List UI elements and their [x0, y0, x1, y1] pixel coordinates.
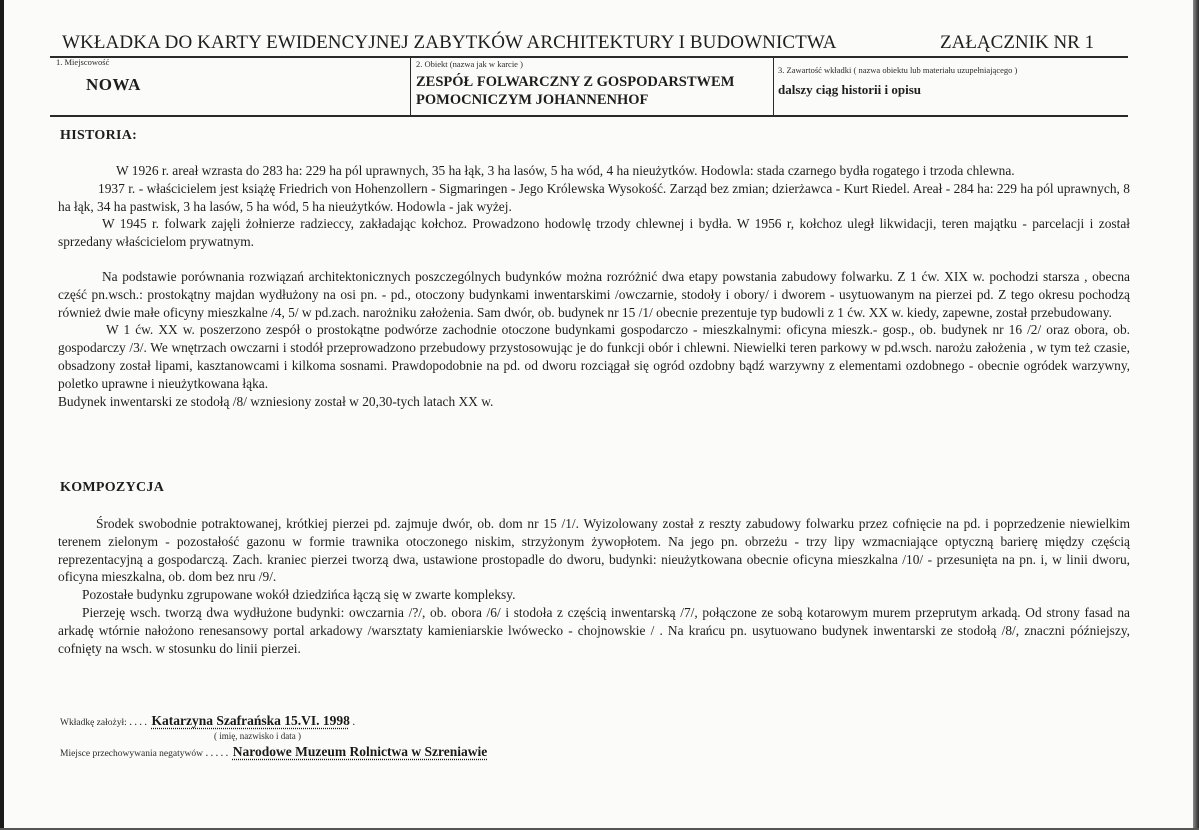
kompozycja-heading: KOMPOZYCJA [60, 480, 165, 495]
form-title: WKŁADKA DO KARTY EWIDENCYJNEJ ZABYTKÓW ARCHITEKTURY I BUDOWNICTWA [62, 32, 837, 53]
paragraph: Pozostałe budynku zgrupowane wokół dziedzińca łączą się w zwarte kompleksy. [82, 587, 516, 603]
object-label: 2. Obiekt (nazwa jak w karcie ) [416, 59, 523, 69]
paragraph: Środek swobodnie potraktowanej, krótkiej pierzei pd. zajmuje dwór, ob. dom nr 15 /1/. Wyizolowany został z reszty zabudowy folwarku przez cofnięcie na pd. i poprzedzenie niewielkim terenem zielonym - pozostałość gazonu w formie trawnika otoczonego niskim, strzyżonym żywopłotem. Na jego pn. obrzeżu - trzy lipy wzmacniające optyczną barierę między częścią reprezentacyjną a gospodarczą. Zach. kraniec pierzei tworzą dwa, ustawione prostopadle do dworu, budynki: nieużytkowana obecnie oficyna mieszkalna /10/ - przesunięta na pn. i, w linii dworu, oficyna mieszkalna, ob. dom bez nru /9/. [58, 516, 1130, 585]
object-value-line: ZESPÓŁ FOLWARCZNY Z GOSPODARSTWEM [416, 74, 735, 90]
author-value: Katarzyna Szafrańska 15.VI. 1998 [151, 713, 350, 728]
author-hint: ( imię, nazwisko i data ) [214, 731, 301, 741]
scan-edge-left [0, 0, 4, 830]
paragraph: W 1926 r. areał wzrasta do 283 ha: 229 ha pól uprawnych, 35 ha łąk, 3 ha lasów, 5 ha wód, 4 ha nieużytków. Hodowla: stada czarnego bydła rogatego i trzoda chlewna. [116, 163, 1015, 178]
place-label: 1. Miejscowość [56, 57, 110, 67]
dot-leader: .... [129, 714, 150, 728]
field-divider [410, 57, 411, 115]
scan-edge-right [1193, 0, 1199, 830]
historia-heading: HISTORIA: [60, 128, 138, 143]
historia-text [58, 162, 1130, 410]
contents-value: dalszy ciąg historii i opisu [778, 82, 922, 97]
author-label: Wkładkę założył: [60, 718, 127, 728]
paragraph: Pierzeję wsch. tworzą dwa wydłużone budynki: owczarnia /?/, ob. obora /6/ i stodoła z częścią inwentarską /7/, połączone ze sobą kotarowym murem przeprutym arkadą. Od strony fasad na arkadę wtórnie nałożono renesansowy portal arkadowy /warsztaty kamieniarskie lwówecko - chojnowskie / . Na krańcu pn. usytuowano budynek inwentarski ze stodołą /8/, znaczni późniejszy, cofnięty na wsch. w stosunku do linii pierzei. [58, 604, 1130, 656]
negatives-label: Miejsce przechowywania negatywów [60, 749, 203, 759]
place-value: NOWA [86, 75, 141, 94]
paragraph: Budynek inwentarski ze stodołą /8/ wzniesiony został w 20,30-tych latach XX w. [58, 393, 494, 409]
object-value [416, 73, 734, 109]
paragraph: W 1 ćw. XX w. poszerzono zespół o prostokątne podwórze zachodnie otoczone budynkami gospodarczo - mieszkalnymi: oficyna mieszk.- gosp., ob. budynek nr 16 /2/ oraz obora, ob. gospodarczy /3/. We wnętrzach owczarni i stodół przeprowadzono przebudowy przystosowując je do funkcji obór i chlewni. Niewielki teren parkowy w pd.wsch. narożu założenia , w tym też czasie, obsadzony został lipami, kasztanowcami i kilkoma sosnami. Prawdopodobnie na pd. od dworu rozciągał się ogród ozdobny bądź warzywny z elementami ozdobnego - obecnie ogródek warzywny, poletko uprawne i nieużytkowana łąka. [58, 322, 1130, 391]
fields-rule [50, 115, 1128, 117]
paragraph: Na podstawie porównania rozwiązań architektonicznych poszczególnych budynków można rozróżnić dwa etapy powstania zabudowy folwarku. Z 1 ćw. XIX w. pochodzi starsza , obecna część pn.wsch.: prostokątny majdan wydłużony na osi pn. - pd., otoczony budynkami inwentarskimi /owczarnie, stodoły i obory/ i dworem - usytuowanym na pierzei pd. Z tego okresu pochodzą również dwie małe oficyny mieszkalne /4, 5/ w pd.zach. narożniku założenia. Sam dwór, ob. budynek nr 15 /1/ obecnie prezentuje typ budowli z 1 ćw. XX w. kiedy, zapewne, został przebudowany. [58, 268, 1130, 320]
paragraph: W 1945 r. folwark zajęli żołnierze radzieccy, zakładając kołchoz. Prowadzono hodowlę trzody chlewnej i bydła. W 1956 r, kołchoz uległ likwidacji, teren majątku - parcelacji i został sprzedany właścicielom prywatnym. [58, 216, 1130, 250]
dot-leader: . [352, 714, 358, 728]
author-line [60, 713, 357, 729]
paragraph: 1937 r. - właścicielem jest książę Friedrich von Hohenzollern - Sigmaringen - Jego Królewska Wysokość. Zarząd bez zmian; dzierżawca - Kurt Riedel. Areał - 284 ha: 229 ha pól uprawnych, 8 ha łąk, 34 ha pastwisk, 3 ha lasów, 5 ha wód, 5 ha nieużytków. Hodowla - jak wyżej. [58, 180, 1130, 214]
negatives-value: Narodowe Muzeum Rolnictwa w Szreniawie [232, 744, 488, 759]
negatives-line [60, 744, 487, 760]
header-rule [50, 56, 1128, 58]
dot-leader: ..... [205, 745, 231, 759]
field-divider [773, 57, 774, 115]
object-value-line: POMOCNICZYM JOHANNENHOF [416, 92, 649, 108]
annex-number: ZAŁĄCZNIK NR 1 [940, 32, 1095, 53]
kompozycja-text [58, 515, 1130, 657]
contents-label: 3. Zawartość wkładki ( nazwa obiektu lub materiału uzupełniającego ) [778, 65, 1018, 75]
